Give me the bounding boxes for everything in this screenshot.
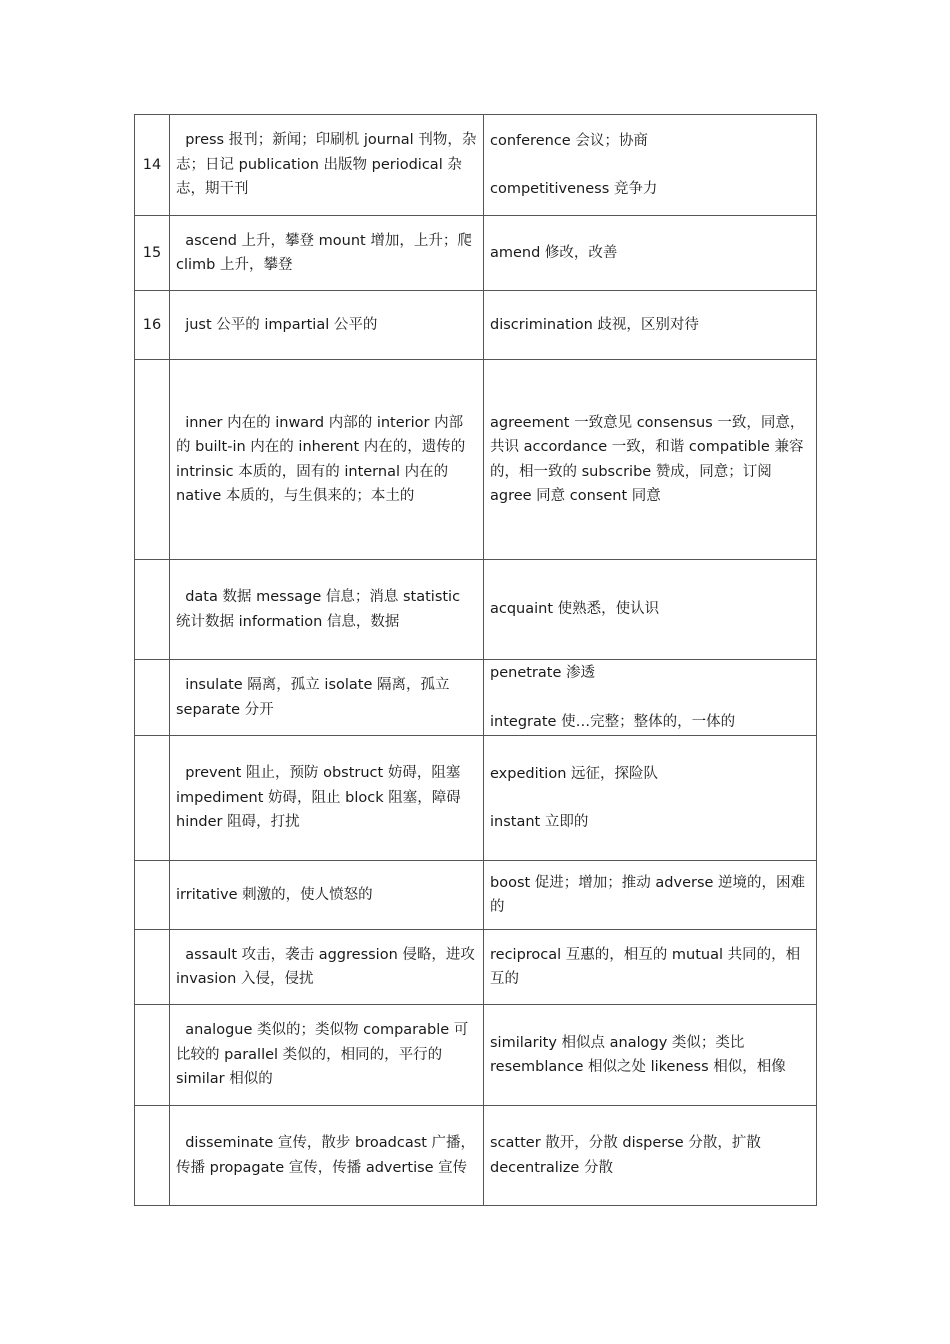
word-group-cell: [170, 861, 484, 930]
related-words-text: similarity 相似点 analogy 类似；类比 resemblance 相似之处 likeness 相似，相像: [490, 1034, 786, 1075]
row-number: [135, 660, 170, 736]
row-number: 15: [135, 216, 170, 291]
word-group-text: data 数据 message 信息；消息 statistic 统计数据 information 信息，数据: [176, 589, 465, 630]
table-row: [135, 291, 817, 360]
related-words-text: expedition 远征，探险队: [490, 765, 658, 782]
blank-line: [490, 153, 810, 177]
related-words-cell: [484, 115, 817, 216]
blank-line: [490, 686, 810, 710]
word-group-text: inner 内在的 inward 内部的 interior 内部的 built-in 内在的 inherent 内在的，遗传的 intrinsic 本质的，固有的 internal 内在的: [176, 414, 470, 480]
related-words-text: reciprocal 互惠的，相互的 mutual 共同的，相互的: [490, 946, 801, 987]
row-number: [135, 1005, 170, 1106]
word-group-cell: [170, 560, 484, 660]
word-group-text: just 公平的 impartial 公平的: [176, 316, 378, 333]
related-words-text: penetrate 渗透: [490, 665, 595, 681]
blank-line: [490, 786, 810, 810]
word-group-text: assault 攻击，袭击 aggression 侵略，进攻 invasion 入侵，侵扰: [176, 946, 480, 987]
word-group-text: disseminate 宣传，散步 broadcast 广播，传播 propagate 宣传，传播 advertise 宣传: [176, 1135, 476, 1176]
row-number: [135, 930, 170, 1005]
vocabulary-table-body: [135, 115, 817, 1206]
word-group-text: ascend 上升，攀登 mount 增加，上升；爬 climb 上升，攀登: [176, 232, 477, 273]
related-words-text: boost 促进；增加；推动 adverse 逆境的，困难的: [490, 874, 806, 915]
table-row: [135, 1005, 817, 1106]
related-words-cell: [484, 291, 817, 360]
table-row: [135, 736, 817, 861]
word-group-cell: [170, 291, 484, 360]
row-number: [135, 736, 170, 861]
related-words-cell: [484, 1005, 817, 1106]
table-row: [135, 861, 817, 930]
table-row: [135, 1106, 817, 1206]
word-group-cell: [170, 736, 484, 861]
table-row: [135, 216, 817, 291]
row-number: [135, 560, 170, 660]
row-number: [135, 861, 170, 930]
related-words-cell: [484, 1106, 817, 1206]
word-group-cell: [170, 115, 484, 216]
related-words-cell: [484, 660, 817, 736]
related-words-text: integrate 使…完整；整体的，一体的: [490, 713, 736, 730]
vocabulary-table: [134, 114, 817, 1206]
related-words-text: discrimination 歧视，区别对待: [490, 316, 699, 333]
row-number: 16: [135, 291, 170, 360]
related-words-text: conference 会议；协商: [490, 132, 648, 149]
row-number: [135, 1106, 170, 1206]
word-group-text: irritative 刺激的，使人愤怒的: [176, 886, 373, 903]
word-group-cell: [170, 1005, 484, 1106]
related-words-text: competitiveness 竞争力: [490, 181, 658, 197]
word-group-cell: [170, 930, 484, 1005]
related-words-cell: [484, 216, 817, 291]
word-group-cell: [170, 360, 484, 560]
related-words-text: amend 修改，改善: [490, 244, 618, 261]
related-words-text: scatter 散开，分散 disperse 分散，扩散 decentralize 分散: [490, 1135, 766, 1176]
table-row: [135, 930, 817, 1005]
row-number: [135, 360, 170, 560]
table-row: [135, 660, 817, 736]
related-words-cell: [484, 360, 817, 560]
related-words-text: agreement 一致意见 consensus 一致，同意，共识 accordance 一致，和谐 compatible 兼容的，相一致的 subscribe 赞成，同意；订阅 agree 同意 consent 同意: [490, 414, 805, 504]
related-words-cell: [484, 861, 817, 930]
table-row: [135, 115, 817, 216]
related-words-cell: [484, 736, 817, 861]
table-row: [135, 560, 817, 660]
related-words-cell: [484, 560, 817, 660]
word-group-text: insulate 隔离，孤立 isolate 隔离，孤立 separate 分开: [176, 677, 455, 718]
related-words-text: acquaint 使熟悉，使认识: [490, 601, 660, 618]
word-group-cell: [170, 216, 484, 291]
word-group-text: press 报刊；新闻；印刷机 journal 刊物，杂志；日记 publication 出版物 periodical 杂志，期干刊: [176, 132, 477, 198]
related-words-cell: [484, 930, 817, 1005]
word-group-text: native 本质的，与生俱来的；本土的: [176, 488, 415, 504]
word-group-text: prevent 阻止，预防 obstruct 妨碍，阻塞 impediment 妨碍，阻止 block 阻塞，障碍 hinder 阻碍，打扰: [176, 765, 466, 831]
table-row: [135, 360, 817, 560]
word-group-text: analogue 类似的；类似物 comparable 可比较的 parallel 类似的，相同的，平行的 similar 相似的: [176, 1022, 469, 1088]
word-group-cell: [170, 1106, 484, 1206]
word-group-cell: [170, 660, 484, 736]
related-words-text: instant 立即的: [490, 814, 589, 830]
row-number: 14: [135, 115, 170, 216]
